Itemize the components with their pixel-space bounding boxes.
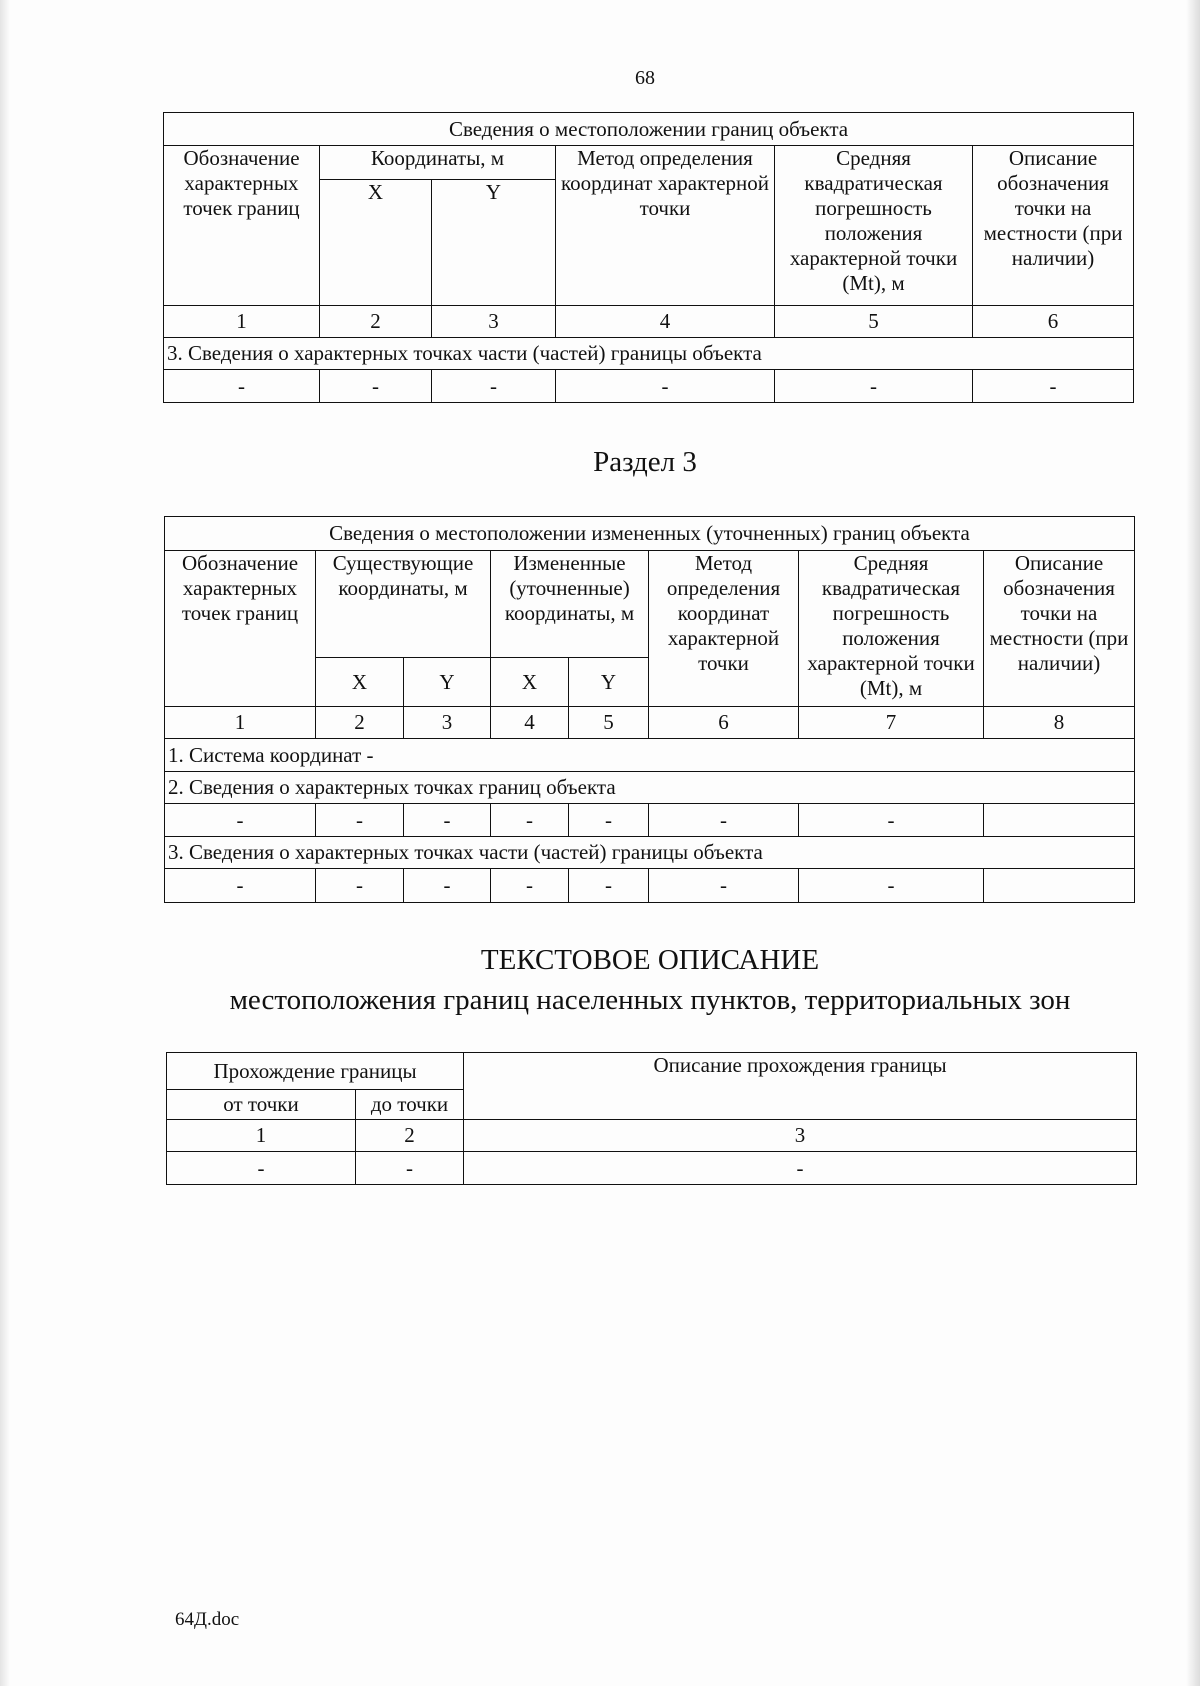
changed-coordinates-header: Измененные (уточненные) координаты, м	[491, 551, 649, 658]
table-cell: -	[569, 869, 649, 903]
column-number: 6	[973, 306, 1134, 338]
section-heading: Раздел 3	[593, 446, 697, 478]
column-number: 2	[320, 306, 432, 338]
text-description-title: ТЕКСТОВОЕ ОПИСАНИЕ	[480, 944, 820, 976]
scan-edge-left	[0, 0, 10, 1686]
column-number: 3	[404, 707, 491, 739]
table-cell: -	[356, 1152, 464, 1185]
column-number: 1	[164, 306, 320, 338]
column-number: 2	[316, 707, 404, 739]
y-header: Y	[404, 658, 491, 707]
table-cell: -	[973, 370, 1134, 403]
table-cell: -	[165, 869, 316, 903]
table-cell: -	[404, 804, 491, 837]
table-cell: -	[316, 869, 404, 903]
error-header: Средняя квадратическая погрешность положения характерной точки (Mt), м	[775, 146, 973, 306]
table-cell: -	[799, 869, 984, 903]
table-cell: -	[569, 804, 649, 837]
designation-header: Обозначение характерных точек границ	[165, 551, 316, 707]
table-cell: -	[165, 804, 316, 837]
column-number: 4	[491, 707, 569, 739]
footer-filename: 64Д.doc	[175, 1609, 240, 1630]
section-3-label: 3. Сведения о характерных точках части (частей) границы объекта	[165, 837, 1135, 869]
description-header: Описание обозначения точки на местности (при наличии)	[984, 551, 1135, 707]
table-cell: -	[649, 869, 799, 903]
table-cell: -	[432, 370, 556, 403]
table-cell	[984, 869, 1135, 903]
table-cell: -	[167, 1152, 356, 1185]
table-cell: -	[164, 370, 320, 403]
table-cell: -	[799, 804, 984, 837]
column-number: 7	[799, 707, 984, 739]
coordinates-header: Координаты, м	[320, 146, 556, 180]
coordinate-system-label: 1. Система координат -	[165, 739, 1135, 772]
table-cell: -	[404, 869, 491, 903]
table-title: Сведения о местоположении границ объекта	[164, 113, 1134, 146]
table-cell: -	[316, 804, 404, 837]
table-title: Сведения о местоположении измененных (уточненных) границ объекта	[165, 517, 1135, 551]
scan-edge-right	[1186, 0, 1200, 1686]
column-number: 1	[165, 707, 316, 739]
table-cell: -	[464, 1152, 1137, 1185]
method-header: Метод определения координат характерной точки	[556, 146, 775, 306]
table-cell: -	[775, 370, 973, 403]
text-description-subtitle: местоположения границ населенных пунктов, территориальных зон	[229, 984, 1071, 1016]
table-cell: -	[556, 370, 775, 403]
section-2-label: 2. Сведения о характерных точках границ объекта	[165, 772, 1135, 804]
existing-coordinates-header: Существующие координаты, м	[316, 551, 491, 658]
table-cell: -	[491, 804, 569, 837]
x-header: X	[320, 180, 432, 306]
column-number: 8	[984, 707, 1135, 739]
column-number: 5	[569, 707, 649, 739]
boundary-passage-table	[166, 1052, 1137, 1185]
section-3-label: 3. Сведения о характерных точках части (частей) границы объекта	[164, 338, 1134, 370]
method-header: Метод определения координат характерной точки	[649, 551, 799, 707]
column-number: 3	[464, 1120, 1137, 1152]
passage-description-header: Описание прохождения границы	[464, 1053, 1137, 1120]
page-number: 68	[635, 67, 655, 89]
designation-header: Обозначение характерных точек границ	[164, 146, 320, 306]
description-header: Описание обозначения точки на местности (при наличии)	[973, 146, 1134, 306]
table-cell: -	[320, 370, 432, 403]
column-number: 4	[556, 306, 775, 338]
column-number: 5	[775, 306, 973, 338]
column-number: 2	[356, 1120, 464, 1152]
column-number: 1	[167, 1120, 356, 1152]
table-cell	[984, 804, 1135, 837]
column-number: 6	[649, 707, 799, 739]
boundary-location-table	[163, 112, 1134, 403]
x-header: X	[316, 658, 404, 707]
passage-header: Прохождение границы	[167, 1053, 464, 1090]
to-point-header: до точки	[356, 1090, 464, 1120]
changed-boundary-table	[164, 516, 1135, 903]
table-cell: -	[491, 869, 569, 903]
table-cell: -	[649, 804, 799, 837]
from-point-header: от точки	[167, 1090, 356, 1120]
y-header: Y	[569, 658, 649, 707]
error-header: Средняя квадратическая погрешность положения характерной точки (Mt), м	[799, 551, 984, 707]
x-header: X	[491, 658, 569, 707]
y-header: Y	[432, 180, 556, 306]
column-number: 3	[432, 306, 556, 338]
